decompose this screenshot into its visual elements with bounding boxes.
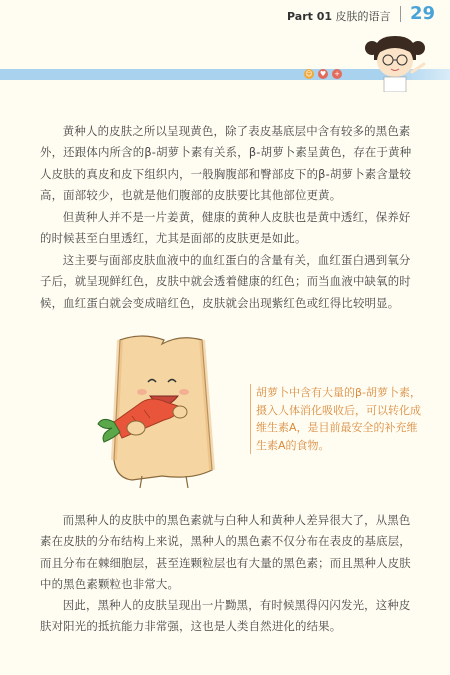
illustration-caption: 胡萝卜中含有大量的β-胡萝卜素，摄入人体消化吸收后，可以转化成维生素A，是目前最安全的补充维生素A的食物。 (250, 384, 421, 454)
chapter-title: 皮肤的语言 (335, 10, 391, 23)
page-header (0, 0, 450, 30)
paragraph-3: 这主要与面部皮肤血液中的血红蛋白的含量有关，血红蛋白遇到氧分子后，就呈现鲜红色，皮肤中就会透着健康的红色；而当血液中缺氧的时候，血红蛋白就会变成暗红色，皮肤就会出现紫红色或红得比较明显。 (40, 253, 411, 310)
page-number: 29 (410, 3, 436, 24)
skin-character-carrot-illustration (92, 330, 242, 490)
header-divider (400, 6, 401, 22)
smile-icon: ☺ (305, 70, 313, 78)
plus-icon: + (332, 69, 342, 79)
paragraph-5: 因此，黑种人的皮肤呈现出一片黝黑，有时候黑得闪闪发光，这种皮肤对阳光的抵抗能力非常强，这也是人类自然进化的结果。 (40, 598, 411, 634)
paragraph-2: 但黄种人并不是一片姜黄，健康的黄种人皮肤也是黄中透红，保养好的时候甚至白里透红，尤其是面部的皮肤更是如此。 (40, 210, 411, 246)
paragraph-4: 而黑种人的皮肤中的黑色素就与白种人和黄种人差异很大了，从黑色素在皮肤的分布结构上来说，黑种人的黑色素不仅分布在表皮的基底层，而且分布在棘细胞层，甚至连颗粒层也有大量的黑色素；而且黑种人皮肤中的黑色素颗粒也非常大。 (40, 513, 411, 592)
paragraph-1: 黄种人的皮肤之所以呈现黄色，除了表皮基底层中含有较多的黑色素外，还跟体内所含的β-胡萝卜素有关系，β-胡萝卜素呈黄色，存在于黄种人皮肤的真皮和皮下组织内，一般胸腹部和臀部皮下的β-胡萝卜素含量较高，面部较少，也就是他们腹部的皮肤要比其他部位更黄。 (40, 124, 412, 203)
chapter-label (287, 8, 391, 24)
heart-icon: ♥ (319, 70, 327, 78)
header-icons (304, 69, 342, 80)
part-number: Part 01 (287, 10, 333, 23)
girl-mascot-icon (360, 34, 430, 92)
